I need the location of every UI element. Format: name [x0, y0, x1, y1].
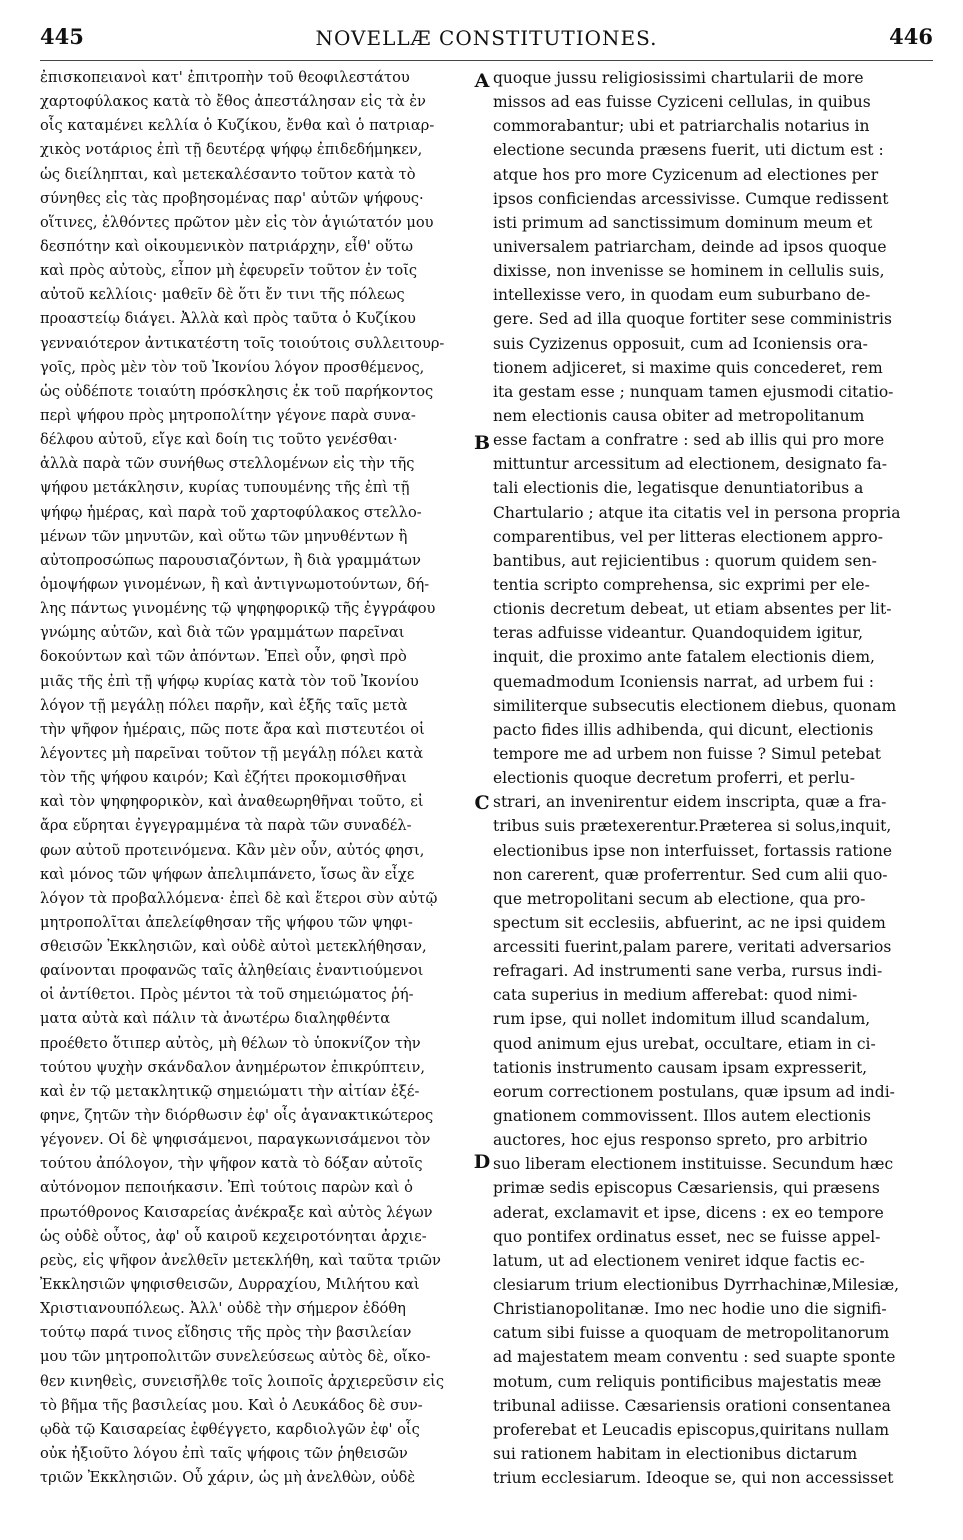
greek-text-line: καὶ μόνος τῶν ψήφων ἀπελιμπάνετο, ἴσως ἂν εἶχε [40, 865, 415, 883]
latin-text-line: mittuntur arcessitum ad electionem, designato fa- [493, 455, 887, 474]
latin-text-line: ctionis decretum debeat, ut etiam absentes per lit- [493, 600, 892, 619]
greek-text-line: ῳδὰ τῷ Καισαρείας ἐφθέγγετο, καρδιολγῶν ἐφ' οἷς [40, 1420, 420, 1438]
latin-text-line: clesiarum trium electionibus Dyrrhachinæ,Milesiæ, [493, 1276, 900, 1295]
latin-text-line: arcessiti fuerint,palam parere, veritati adversarios [493, 938, 892, 957]
greek-text-line: καὶ πρὸς αὐτοὺς, εἶπον μὴ ἐφευρεῖν τοῦτον ἐν τοῖς [40, 262, 418, 280]
latin-text-line: proferebat et Leucadis episcopus,quiritans nullam [493, 1420, 890, 1439]
greek-text-line: αὐτοπροσώπως παρουσιαζόντων, ἢ διὰ γραμμάτων [40, 551, 421, 569]
greek-text-line: τούτου ψυχὴν σκάνδαλον ἀνημέρωτον ἐπικρύπτειν, [40, 1058, 426, 1076]
latin-text-line: auctores, hoc ejus responso spreto, pro arbitrio [493, 1131, 868, 1150]
greek-text-line: ὡς διείληπται, καὶ μετεκαλέσαντο τοῦτον κατὰ τὸ [40, 165, 416, 183]
latin-text-line: similiterque subsecutis electionem diebus, quonam [493, 696, 897, 715]
greek-text-line: προέθετο ὅτιπερ αὐτὸς, μὴ θέλων τὸ ὑποκνίζον τὴν [40, 1034, 421, 1052]
latin-text-line: isti primum ad sanctissimum dominum meum et [493, 213, 873, 232]
latin-text-line: tionem adjiceret, si maxime quis concederet, rem [493, 358, 883, 377]
latin-text-line: aderat, exclamavit et ipse, dicens : ex eo tempore [493, 1203, 884, 1222]
greek-text-line: σθεισῶν Ἐκκλησιῶν, καὶ οὐδὲ αὐτοὶ μετεκλήθησαν, [40, 938, 427, 956]
latin-text-line: quoque jussu religiosissimi chartularii de more [493, 69, 864, 87]
margin-marker-c: C [474, 792, 490, 814]
latin-text-line: tempore me ad urbem non fuisse ? Simul petebat [493, 744, 882, 763]
greek-text-line: αὐτοῦ κελλίοις· μαθεῖν δὲ ὅτι ἔν τινι τῆς πόλεως [40, 286, 405, 304]
latin-text-line: spectum sit ecclesiis, abfuerint, ac ne ipsi quidem [493, 913, 886, 932]
latin-text-line: non carerent, quæ proferrentur. Sed cum alii quo- [493, 865, 888, 884]
latin-text-line: que metropolitani secum ab electione, qua pro- [493, 889, 866, 908]
latin-text-line: sui rationem habitam in electionibus dictarum [493, 1445, 858, 1464]
greek-text-line: λόγον τὰ προβαλλόμενα· ἐπεὶ δὲ καὶ ἕτεροι σὺν αὐτῷ [40, 889, 438, 907]
greek-text-column [40, 66, 472, 1487]
latin-text-line: atque hos pro more Cyzicenum ad electiones per [493, 165, 879, 184]
latin-text-line: electionis quoque decretum proferri, et perlu- [493, 769, 855, 788]
right-page-number: 446 [889, 24, 933, 49]
latin-text-line: esse factam a confratre : sed ab illis qui pro more [493, 431, 885, 450]
latin-text-line: ita gestam esse ; nunquam tamen ejusmodi citatio- [493, 382, 894, 401]
greek-text-line: δοκούντων καὶ τῶν ἀπόντων. Ἐπεὶ οὖν, φησὶ πρὸ [40, 648, 407, 666]
greek-text-line: γνώμης αὐτῶν, καὶ διὰ τῶν γραμμάτων παρεῖναι [40, 624, 405, 642]
left-page-number: 445 [40, 24, 84, 49]
latin-text-line: primæ sedis episcopus Cæsariensis, qui præsens [493, 1179, 880, 1198]
greek-text-line: Ἐκκλησιῶν ψηφισθεισῶν, Δυρραχίου, Μιλήτου καὶ [40, 1276, 420, 1294]
latin-text-line: gnationem commovissent. Illos autem electionis [493, 1107, 871, 1126]
latin-text-line: tribus suis prætexerentur.Præterea si solus,inquit, [493, 817, 892, 836]
latin-text-line: Christianopolitanæ. Imo nec hodie uno die signifi- [493, 1300, 887, 1319]
greek-text-line: μητροπολῖται ἀπελείφθησαν τῆς ψήφου τῶν ψηφι- [40, 913, 413, 931]
greek-text-line: λέγοντες μὴ παρεῖναι τοῦτον τῇ μεγάλῃ πόλει κατὰ [40, 744, 424, 762]
greek-text-line: ὁμοψήφων γινομένων, ἢ καὶ ἀντιγνωμοτούντων, δή- [40, 575, 430, 593]
greek-text-line: οὐκ ἠξιοῦτο λόγου ἐπὶ ταῖς ψήφοις τῶν ῥηθεισῶν [40, 1445, 408, 1463]
greek-text-line: οἵτινες, ἐλθόντες πρῶτον μὲν εἰς τὸν ἁγιώτατόν μου [40, 213, 434, 231]
greek-text-line: καὶ τὸν ψηφηφορικὸν, καὶ ἀναθεωρηθῆναι τοῦτο, εἰ [40, 793, 424, 811]
greek-text-line: ἄρα εὕρηται ἐγγεγραμμένα τὰ παρὰ τῶν συναδέλ- [40, 817, 412, 835]
greek-text-line: τριῶν Ἐκκλησιῶν. Οὗ χάριν, ὡς μὴ ἀνελθὼν, οὐδὲ [40, 1469, 416, 1487]
latin-text-line: tationis instrumento causam ipsam expresserit, [493, 1058, 868, 1077]
latin-text-line: ad majestatem meam conventu : sed suapte sponte [493, 1348, 896, 1367]
greek-text-line: καὶ ἐν τῷ μετακλητικῷ σημειώματι τὴν αἰτίαν ἐξέ- [40, 1082, 420, 1100]
greek-text-line: φαίνονται προφανῶς ταῖς ἀληθείαις ἐναντιούμενοι [40, 962, 424, 980]
latin-text-line: inquit, die proximo ante fatalem electionis diem, [493, 648, 875, 667]
greek-text-line: χαρτοφύλακος κατὰ τὸ ἔθος ἀπεστάλησαν εἰς τὰ ἐν [40, 93, 426, 111]
latin-text-line: electione secunda præsens fuerit, uti dictum est : [493, 141, 884, 160]
latin-text-line: bantibus, aut rejicientibus : quorum quidem sen- [493, 551, 877, 570]
latin-text-column [493, 66, 933, 1488]
latin-text-line: missos ad eas fuisse Cyziceni cellulas, in quibus [493, 93, 871, 112]
greek-text-line: μιᾶς τῆς ἐπὶ τῇ ψήφῳ κυρίας κατὰ τὸν τοῦ Ἰκονίου [40, 672, 419, 690]
margin-marker-a: A [474, 70, 490, 92]
greek-text-line: περὶ ψήφου πρὸς μητροπολίτην γέγονε παρὰ συνα- [40, 406, 416, 424]
header-rule [40, 60, 933, 61]
greek-text-line: λης πάντως γινομένης τῷ ψηφηφορικῷ τῆς ἐγγράφου [40, 600, 436, 618]
latin-text-line: suo liberam electionem instituisse. Secundum hæc [493, 1155, 894, 1174]
latin-text-line: dixisse, non invenisse se hominem in cellulis suis, [493, 262, 885, 281]
greek-text-line: φηνε, ζητῶν τὴν διόρθωσιν ἐφ' οἷς ἀγανακτικώτερος [40, 1107, 434, 1125]
latin-text-line: motum, cum reliquis pontificibus majestatis meæ [493, 1372, 882, 1391]
greek-text-line: προαστείῳ διάγει. Ἀλλὰ καὶ πρὸς ταῦτα ὁ Κυζίκου [40, 310, 416, 328]
latin-text-line: nem electionis causa obiter ad metropolitanum [493, 406, 865, 425]
latin-text-line: teras adfuisse videantur. Quandoquidem igitur, [493, 624, 864, 643]
latin-text-line: commorabantur; ubi et patriarchalis notarius in [493, 117, 870, 136]
greek-text-line: οἷς καταμένει κελλία ὁ Κυζίκου, ἔνθα καὶ ὁ πατριαρ- [40, 117, 435, 135]
greek-text-line: γέγονεν. Οἱ δὲ ψηφισάμενοι, παραγκωνισάμενοι τὸν [40, 1131, 431, 1149]
latin-text-line: trium ecclesiarum. Ideoque se, qui non accessisset [493, 1469, 894, 1488]
latin-text-line: catum sibi fuisse a quoquam de metropolitanorum [493, 1324, 890, 1343]
greek-text-line: γοῖς, πρὸς μὲν τὸν τοῦ Ἰκονίου λόγον προσθέμενος, [40, 358, 425, 376]
page-header [40, 24, 933, 58]
latin-text-line: suis Cyzizenus opposuit, cum ad Iconiensis ora- [493, 334, 868, 353]
greek-text-line: λόγον τῇ μεγάλῃ πόλει παρῆν, καὶ ἑξῆς ταῖς μετὰ [40, 696, 408, 714]
latin-text-line: gere. Sed ad illa quoque fortiter sese comministris [493, 310, 892, 329]
greek-text-line: ἐπισκοπειανοὶ κατ' ἐπιτροπὴν τοῦ θεοφιλεστάτου [40, 69, 410, 86]
greek-text-line: τούτου ἀπόλογον, τὴν ψῆφον κατὰ τὸ δόξαν αὐτοῖς [40, 1155, 423, 1173]
latin-text-line: Chartulario ; atque ita citatis vel in persona propria [493, 503, 901, 522]
greek-text-line: γενναιότερον ἀντικατέστη τοῖς τοιούτοις συλλειτουρ- [40, 334, 445, 352]
greek-text-line: ρεὺς, εἰς ψῆφον ἀνελθεῖν μετεκλήθη, καὶ ταῦτα τριῶν [40, 1251, 441, 1269]
greek-text-line: δεσπότην καὶ οἰκουμενικὸν πατριάρχην, εἶθ' οὕτω [40, 237, 414, 255]
latin-text-line: quemadmodum Iconiensis narrat, ad urbem fui : [493, 672, 874, 691]
margin-marker-b: B [473, 432, 491, 454]
greek-text-line: αὐτόνομον πεποιήκασιν. Ἐπὶ τούτοις παρὼν καὶ ὁ [40, 1179, 413, 1197]
latin-text-line: quo pontifex ordinatus esset, nec se fuisse appel- [493, 1227, 881, 1246]
greek-text-line: χικὸς νοτάριος ἐπὶ τῇ δευτέρᾳ ψήφῳ ἐπιδεδήμηκεν, [40, 141, 423, 159]
greek-text-line: ὡς οὐδέποτε τοιαύτη πρόσκλησις ἐκ τοῦ παρήκοντος [40, 382, 434, 400]
latin-text-line: strari, an invenirentur eidem inscripta, quæ a fra- [493, 793, 887, 812]
greek-text-line: μένων τῶν μηνυτῶν, καὶ οὕτω τῶν μηνυθέντων ἢ [40, 527, 408, 545]
greek-text-line: δέλφου αὐτοῦ, εἴγε καὶ δοίη τις τοῦτο γενέσθαι· [40, 431, 398, 449]
greek-text-line: τὸ βῆμα τῆς βασιλείας μου. Καὶ ὁ Λευκάδος δὲ συν- [40, 1396, 423, 1414]
greek-text-line: Χριστιανουπόλεως. Ἀλλ' οὐδὲ τὴν σήμερον ἐδόθη [40, 1300, 406, 1318]
latin-text-line: pacto fides illis adhibenda, qui dicunt, electionis [493, 720, 874, 739]
greek-text-line: τὸν τῆς ψήφου καιρόν; Καὶ ἐζήτει προκομισθῆναι [40, 769, 407, 787]
greek-text-line: φων αὐτοῦ προτεινόμενα. Κἂν μὲν οὖν, αὐτός φησι, [40, 841, 425, 859]
greek-text-line: σύνηθες εἰς τὰς προβησομένας παρ' αὐτῶν ψήφους· [40, 189, 424, 207]
latin-text-line: tribunal adiisse. Cæsariensis orationi consentanea [493, 1396, 891, 1415]
latin-text-line: cata superius in medium afferebat: quod nimi- [493, 986, 858, 1005]
running-title: NOVELLÆ CONSTITUTIONES. [315, 26, 658, 50]
greek-text-line: οἱ ἀντίθετοι. Πρὸς μέντοι τὰ τοῦ σημειώματος ῥή- [40, 986, 414, 1004]
latin-text-line: latum, ut ad electionem veniret idque factis ec- [493, 1251, 865, 1270]
latin-text-line: comparentibus, vel per litteras electionem appro- [493, 527, 884, 546]
greek-text-line: ὡς οὐδὲ οὗτος, ἀφ' οὗ καιροῦ κεχειροτόνηται ἀρχιε- [40, 1227, 427, 1245]
margin-marker-d: D [473, 1151, 491, 1173]
latin-text-line: quod animum ejus urebat, occultare, etiam in ci- [493, 1034, 876, 1053]
latin-text-line: rum ipse, qui nollet indomitum illud scandalum, [493, 1010, 871, 1029]
latin-text-line: tali electionis die, legatisque denuntiatoribus a [493, 479, 864, 498]
greek-text-line: τούτῳ παρά τινος εἴδησις τῆς πρὸς τὴν βασιλείαν [40, 1324, 412, 1342]
latin-text-line: tentia scripto comprehensa, sic exprimi per ele- [493, 575, 870, 594]
greek-text-line: μου τῶν μητροπολιτῶν συνελεύσεως αὐτὸς δὲ, οἴκο- [40, 1348, 431, 1366]
latin-text-line: universalem patriarcham, deinde ad ipsos quoque [493, 237, 887, 256]
greek-text-line: πρωτόθρονος Καισαρείας ἀνέκραξε καὶ αὐτὸς λέγων [40, 1203, 433, 1221]
latin-text-line: intellexisse vero, in quodam eum suburbano de- [493, 286, 871, 305]
greek-text-line: τὴν ψῆφον ἡμέραις, πῶς ποτε ἄρα καὶ πιστευτέοι οἱ [40, 720, 425, 738]
latin-text-line: electionibus ipse non interfuisset, fortassis ratione [493, 841, 892, 860]
latin-text-line: ipsos conficiendas arcessivisse. Cumque redissent [493, 189, 889, 208]
greek-text-line: θεν κινηθεὶς, συνεισῆλθε τοῖς λοιποῖς ἀρχιερεῦσιν εἰς [40, 1372, 445, 1390]
latin-text-line: refragari. Ad instrumenti sane verba, rursus indi- [493, 962, 883, 981]
greek-text-line: ματα αὐτὰ καὶ πάλιν τὰ ἀνωτέρω διαληφθέντα [40, 1010, 391, 1028]
latin-text-line: eorum correctionem postulans, quæ ipsum ad indi- [493, 1082, 895, 1101]
greek-text-line: ψήφου μετάκλησιν, κυρίας τυπουμένης τῆς ἐπὶ τῇ [40, 479, 410, 497]
greek-text-line: ἀλλὰ παρὰ τῶν συνήθως στελλομένων εἰς τὴν τῆς [40, 455, 415, 473]
greek-text-line: ψήφῳ ἡμέρας, καὶ παρὰ τοῦ χαρτοφύλακος στελλο- [40, 503, 422, 521]
